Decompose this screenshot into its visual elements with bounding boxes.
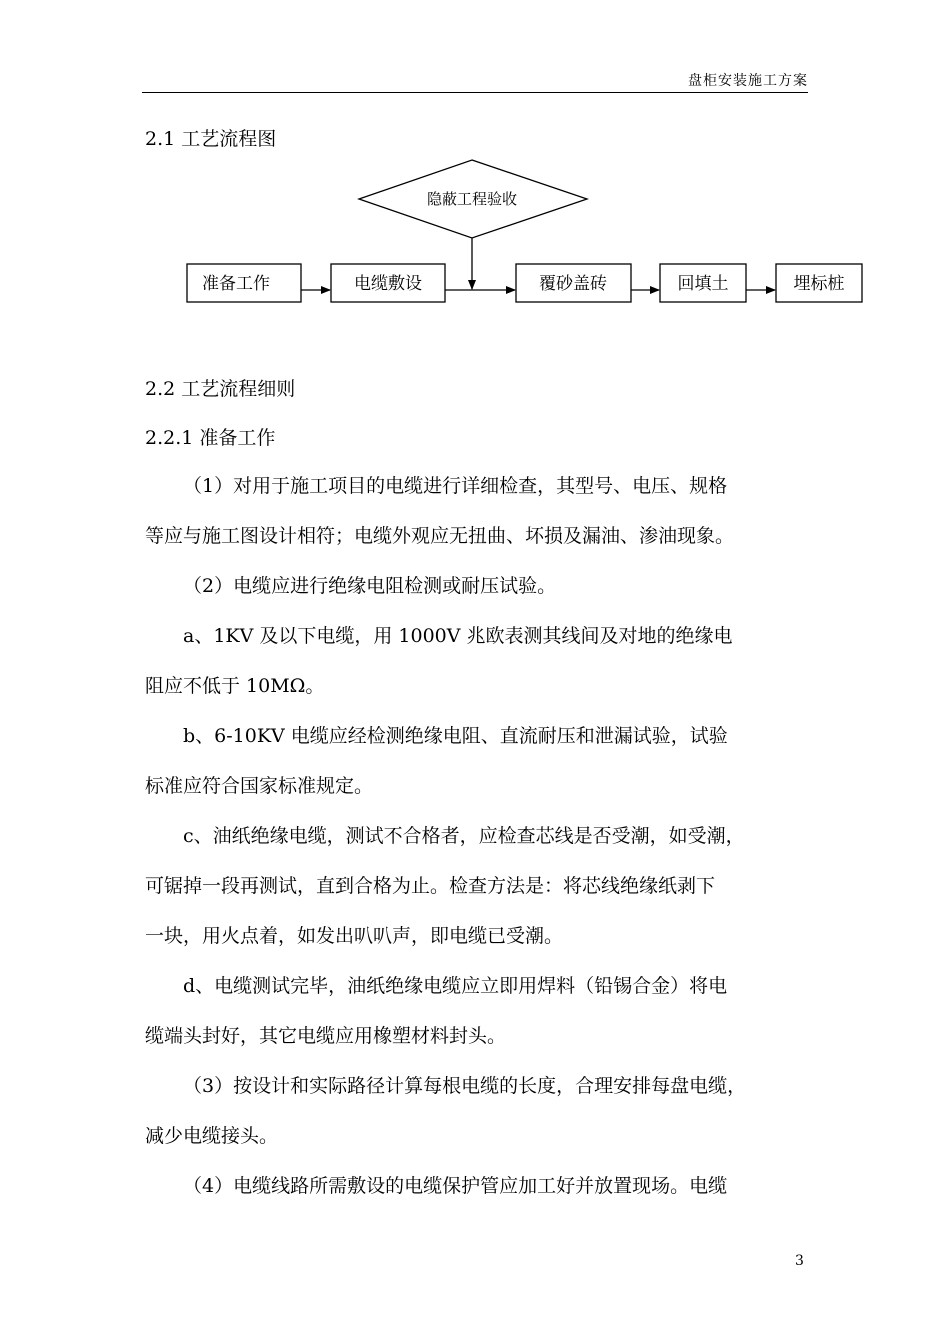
decision-label: 隐蔽工程验收 bbox=[426, 190, 518, 208]
step-label-5: 埋标桩 bbox=[793, 274, 845, 294]
paragraph-1-line-2: 等应与施工图设计相符；电缆外观应无扭曲、坏损及漏油、渗油现象。 bbox=[145, 525, 735, 547]
running-header: 盘柜安装施工方案 bbox=[688, 73, 808, 89]
paragraph-3-line-1: a、1KV 及以下电缆，用 1000V 兆欧表测其线间及对地的绝缘电 bbox=[183, 625, 733, 647]
paragraph-4-line-1: b、6-10KV 电缆应经检测绝缘电阻、直流耐压和泄漏试验，试验 bbox=[183, 725, 728, 747]
paragraph-2-line-1: （2）电缆应进行绝缘电阻检测或耐压试验。 bbox=[183, 575, 557, 597]
step-label-2: 电缆敷设 bbox=[354, 274, 422, 294]
section-heading-2-1: 2.1 工艺流程图 bbox=[145, 128, 277, 150]
paragraph-5-line-1: c、油纸绝缘电缆，测试不合格者，应检查芯线是否受潮，如受潮， bbox=[183, 825, 745, 847]
paragraph-1-line-1: （1）对用于施工项目的电缆进行详细检查，其型号、电压、规格 bbox=[183, 475, 728, 497]
paragraph-4-line-2: 标准应符合国家标准规定。 bbox=[145, 775, 374, 797]
paragraph-7-line-2: 减少电缆接头。 bbox=[145, 1125, 279, 1147]
paragraph-6-line-1: d、电缆测试完毕，油纸绝缘电缆应立即用焊料（铅锡合金）将电 bbox=[183, 975, 728, 997]
body-text bbox=[145, 461, 809, 1211]
step-label-3: 覆砂盖砖 bbox=[539, 274, 607, 294]
paragraph-6-line-2: 缆端头封好，其它电缆应用橡塑材料封头。 bbox=[145, 1025, 507, 1047]
paragraph-3-line-2: 阻应不低于 10MΩ。 bbox=[145, 675, 325, 697]
paragraph-7-line-1: （3）按设计和实际路径计算每根电缆的长度，合理安排每盘电缆， bbox=[183, 1075, 747, 1097]
paragraph-5-line-3: 一块，用火点着，如发出叭叭声，即电缆已受潮。 bbox=[145, 925, 564, 947]
paragraph-5-line-2: 可锯掉一段再测试，直到合格为止。检查方法是：将芯线绝缘纸剥下 bbox=[145, 875, 716, 897]
process-flowchart bbox=[0, 0, 950, 320]
section-heading-2-2-1: 2.2.1 准备工作 bbox=[145, 427, 276, 449]
step-label-4: 回填土 bbox=[677, 274, 729, 294]
section-heading-2-2: 2.2 工艺流程细则 bbox=[145, 378, 296, 400]
paragraph-8-line-1: （4）电缆线路所需敷设的电缆保护管应加工好并放置现场。电缆 bbox=[183, 1175, 728, 1197]
step-label-1: 准备工作 bbox=[202, 274, 270, 294]
page-number: 3 bbox=[795, 1253, 804, 1269]
